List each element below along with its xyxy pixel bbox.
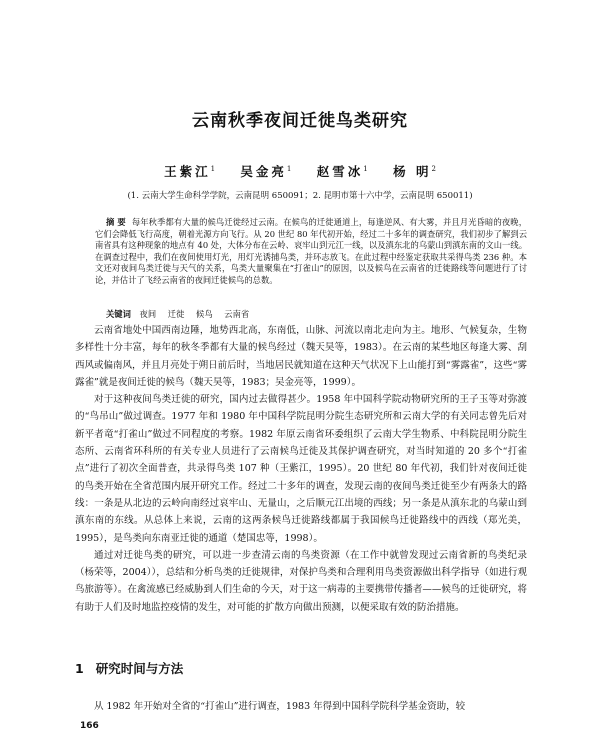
section-first-line: 从 1982 年开始对全省的“打雀山”进行调查，1983 年得到中国科学院科学基金资助，较 xyxy=(94,701,466,712)
keyword: 迁徙 xyxy=(167,309,185,319)
paper-title: 云南秋季夜间迁徙鸟类研究 xyxy=(192,111,408,131)
keyword: 夜间 xyxy=(139,309,157,319)
author xyxy=(317,164,368,179)
abstract-label: 摘 要 xyxy=(106,217,126,227)
section-title: 研究时间与方法 xyxy=(95,661,184,676)
author xyxy=(240,164,291,179)
author-list xyxy=(0,162,600,180)
author xyxy=(164,164,215,179)
abstract-text: 每年秋季都有大量的候鸟迁徙经过云南。在候鸟的迁徙通道上，每逢逆风、有大雾，并且月光昏暗的夜晚，它们会降低飞行高度，朝着光源方向飞行。从 20 世纪 80 年代初开始，经过二十多年的调查研究，我们初步了解到云南省具有这种现象的地点有 40 处，大体分布在云岭、哀牢山到元江一线，以及滇东北的乌蒙山到滇东南的文山一线。在调查过程中，我们在夜间使用灯光，用灯光诱捕鸟类，并环志放飞。在此过程中经鉴定获取共采得鸟类 236 种。本文还对夜间鸟类迁徙与天气的关系，鸟类大量聚集在“打雀山”的原因，以及候鸟在云南省的迁徙路线等问题进行了讨论，并估计了飞经云南省的夜间迁徙候鸟的总数。 xyxy=(95,217,527,285)
body-text xyxy=(75,322,527,616)
keyword: 候鸟 xyxy=(196,309,213,319)
keywords xyxy=(95,309,527,320)
keyword: 云南省 xyxy=(224,309,250,319)
page-number: 166 xyxy=(80,721,99,731)
abstract-paragraph xyxy=(95,217,527,287)
body-paragraph-1: 云南省地处中国西南边陲，地势西北高，东南低，山脉、河流以南北走向为主。地形、气候复杂，生物多样性十分丰富，每年的秋冬季都有大量的候鸟经过（魏天昊等，1983）。在云南的某些地区每逢大雾、刮西风或偏南风，并且月亮处于朔日前后时，当地居民就知道在这种天气状况下上山能打到“雾露雀”，这些“雾露雀”就是夜间迁徙的候鸟（魏天昊等，1983；吴金亮等，1999）。 xyxy=(75,325,527,388)
keywords-label: 关键词 xyxy=(106,309,131,319)
abstract xyxy=(95,217,527,287)
author-name: 王紫江 xyxy=(164,164,211,179)
author-affil-marker: 2 xyxy=(431,164,436,173)
body-paragraph-3: 通过对迁徙鸟类的研究，可以进一步查清云南的鸟类资源（在工作中就曾发现过云南省新的鸟类纪录（杨荣等，2004）），总结和分析鸟类的迁徙规律，对保护鸟类和合理利用鸟类资源做出科学指导（如进行观鸟旅游等）。在禽流感已经威胁到人们生命的今天，对于这一病毒的主要携带传播者——候鸟的迁徙研究，将有助于人们及时地监控疫情的发生，对可能的扩散方向做出预测，以便采取有效的防治措施。 xyxy=(75,549,527,613)
section-number: 1 xyxy=(75,661,84,676)
author-name: 吴金亮 xyxy=(240,164,287,179)
author-affil-marker: 1 xyxy=(286,164,292,173)
author-name: 杨 明 xyxy=(393,164,432,179)
affiliation: (1. 云南大学生命科学学院，云南昆明 650091；2. 昆明市第十六中学，云南昆明 650011) xyxy=(127,191,473,201)
body-paragraph-2: 对于这种夜间鸟类迁徙的研究，国内过去做得甚少。1958 年中国科学院动物研究所的王子玉等对弥渡的“鸟吊山”做过调查。1977 年和 1980 年中国科学院昆明分院生态研究所和云南大学的有关同志曾先后对新平者竜“打雀山”做过不同程度的考察。1982 年原云南省环委组织了云南大学生物系、中科院昆明分院生态所、云南省环科所的有关专业人员进行了云南候鸟迁徙及其保护调查研究，对当时知道的 20 多个“打雀点”进行了初次全面普查，共录得鸟类 107 种（王紫江，1995）。20 世纪 80 年代初，我们针对夜间迁徙的鸟类开始在全省范围内展开研究工作。经过二十多年的调查，发现云南的夜间鸟类迁徙至少有两条大的路线：一条是从北边的云岭向南经过哀牢山、无量山，之后顺元江出境的西线；另一条是从滇东北的乌蒙山到滇东南的东线。从总体上来说，云南的这两条候鸟迁徙路线都属于我国候鸟迁徙路线中的西线（郑光美，1995），是鸟类向东南亚迁徙的通道（楚国忠等，1998）。 xyxy=(75,394,527,544)
author xyxy=(393,164,436,179)
section-heading xyxy=(75,659,527,677)
author-affil-marker: 1 xyxy=(363,164,368,173)
author-name: 赵雪冰 xyxy=(316,164,364,179)
author-affil-marker: 1 xyxy=(210,164,216,173)
